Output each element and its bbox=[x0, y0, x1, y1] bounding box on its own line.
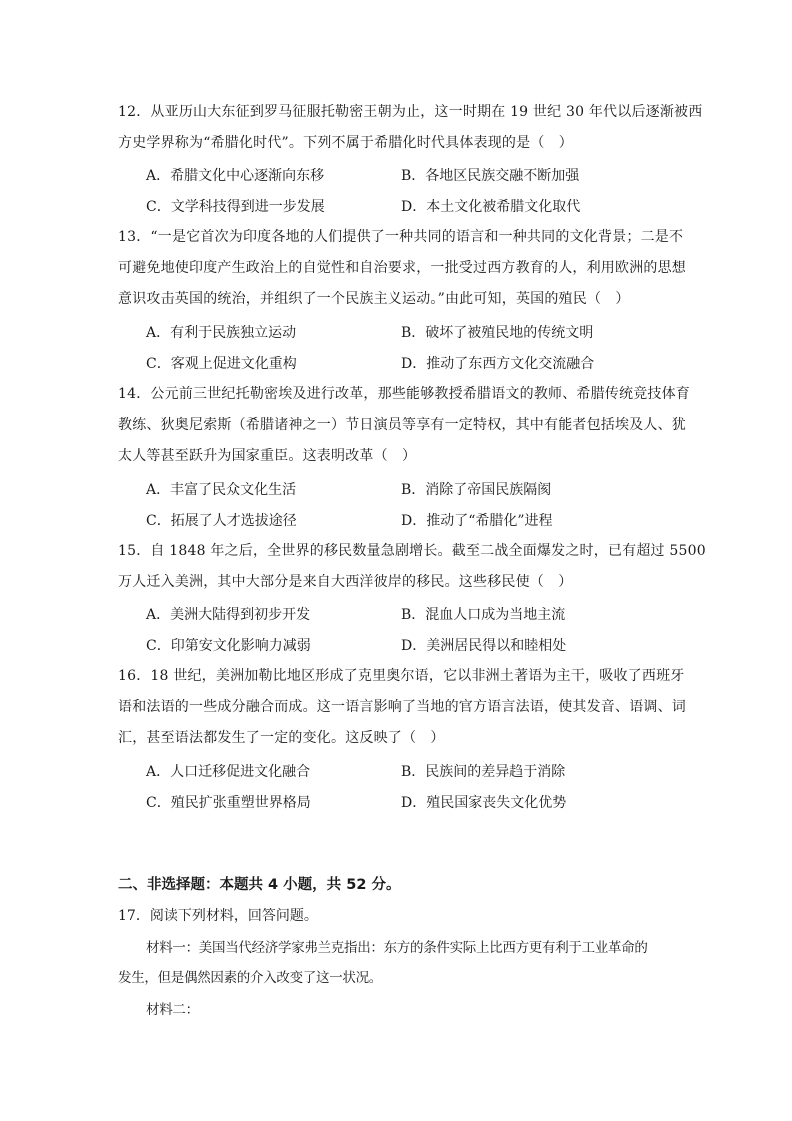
question-15 bbox=[118, 536, 706, 598]
question-line: 可避免地使印度产生政治上的自觉性和自治要求，一批受过西方教育的人，利用欧洲的思想 bbox=[118, 260, 686, 276]
question-16-options bbox=[146, 755, 666, 817]
question-14-options bbox=[146, 473, 666, 535]
option-a: A．希腊文化中心逐渐向东移 bbox=[146, 168, 325, 184]
question-12-options bbox=[146, 159, 666, 221]
question-line: 方史学界称为“希腊化时代”。下列不属于希腊化时代具体表现的是（ ） bbox=[118, 135, 573, 151]
question-line: 16．18 世纪，美洲加勒比地区形成了克里奥尔语，它以非洲土著语为主干，吸收了西班牙 bbox=[118, 668, 685, 684]
option-b: B．破坏了被殖民地的传统文明 bbox=[401, 325, 594, 341]
option-c: C．文学科技得到进一步发展 bbox=[146, 199, 325, 215]
material-1-line: 材料一：美国当代经济学家弗兰克指出：东方的条件实际上比西方更有利于工业革命的 bbox=[146, 940, 648, 956]
option-b: B．消除了帝国民族隔阂 bbox=[401, 482, 552, 498]
option-d: D．推动了东西方文化交流融合 bbox=[401, 356, 595, 372]
question-12 bbox=[118, 97, 703, 159]
option-b: B．民族间的差异趋于消除 bbox=[401, 764, 566, 780]
option-c: C．客观上促进文化重构 bbox=[146, 356, 297, 372]
question-line: 15．自 1848 年之后，全世界的移民数量急剧增长。截至二战全面爆发之时，已有超过 5500 bbox=[118, 543, 706, 559]
option-c: C．拓展了人才选拔途径 bbox=[146, 513, 297, 529]
option-d: D．美洲居民得以和睦相处 bbox=[401, 638, 567, 654]
question-13-options bbox=[146, 316, 666, 378]
question-line: 12．从亚历山大东征到罗马征服托勒密王朝为止，这一时期在 19 世纪 30 年代以后逐渐被西 bbox=[118, 104, 703, 120]
material-2-label: 材料二： bbox=[146, 1002, 199, 1018]
question-15-options bbox=[146, 598, 666, 660]
question-line: 汇，甚至语法都发生了一定的变化。这反映了（ ） bbox=[118, 730, 445, 746]
material-1-line: 发生，但是偶然因素的介入改变了这一状况。 bbox=[118, 970, 382, 986]
option-a: A．有利于民族独立运动 bbox=[146, 325, 297, 341]
question-line: 意识攻击英国的统治，并组织了一个民族主义运动。”由此可知，英国的殖民（ ） bbox=[118, 291, 630, 307]
section-title: 二、非选择题：本题共 4 小题，共 52 分。 bbox=[118, 877, 401, 893]
option-c: C．殖民扩张重塑世界格局 bbox=[146, 795, 311, 811]
option-b: B．混血人口成为当地主流 bbox=[401, 607, 566, 623]
question-line: 教练、狄奥尼索斯（希腊诸神之一）节日演员等享有一定特权，其中有能者包括埃及人、犹 bbox=[118, 417, 686, 433]
option-a: A．丰富了民众文化生活 bbox=[146, 482, 297, 498]
option-b: B．各地区民族交融不断加强 bbox=[401, 168, 580, 184]
question-line: 语和法语的一些成分融合而成。这一语言影响了当地的官方语言法语，使其发音、语调、词 bbox=[118, 699, 686, 715]
option-d: D．本土文化被希腊文化取代 bbox=[401, 199, 581, 215]
question-14 bbox=[118, 379, 691, 472]
question-13 bbox=[118, 222, 686, 315]
option-d: D．殖民国家丧失文化优势 bbox=[401, 795, 567, 811]
question-line: 太人等甚至跃升为国家重臣。这表明改革（ ） bbox=[118, 448, 417, 464]
question-17-intro: 17．阅读下列材料，回答问题。 bbox=[118, 908, 318, 924]
question-line: 13．“一是它首次为印度各地的人们提供了一种共同的语言和一种共同的文化背景；二是不 bbox=[118, 229, 684, 245]
question-16 bbox=[118, 661, 686, 754]
option-c: C．印第安文化影响力减弱 bbox=[146, 638, 311, 654]
question-line: 万人迁入美洲，其中大部分是来自大西洋彼岸的移民。这些移民使（ ） bbox=[118, 574, 573, 590]
option-d: D．推动了“希腊化”进程 bbox=[401, 513, 553, 529]
option-a: A．美洲大陆得到初步开发 bbox=[146, 607, 311, 623]
option-a: A．人口迁移促进文化融合 bbox=[146, 764, 311, 780]
question-line: 14．公元前三世纪托勒密埃及进行改革，那些能够教授希腊语文的教师、希腊传统竞技体育 bbox=[118, 386, 691, 402]
